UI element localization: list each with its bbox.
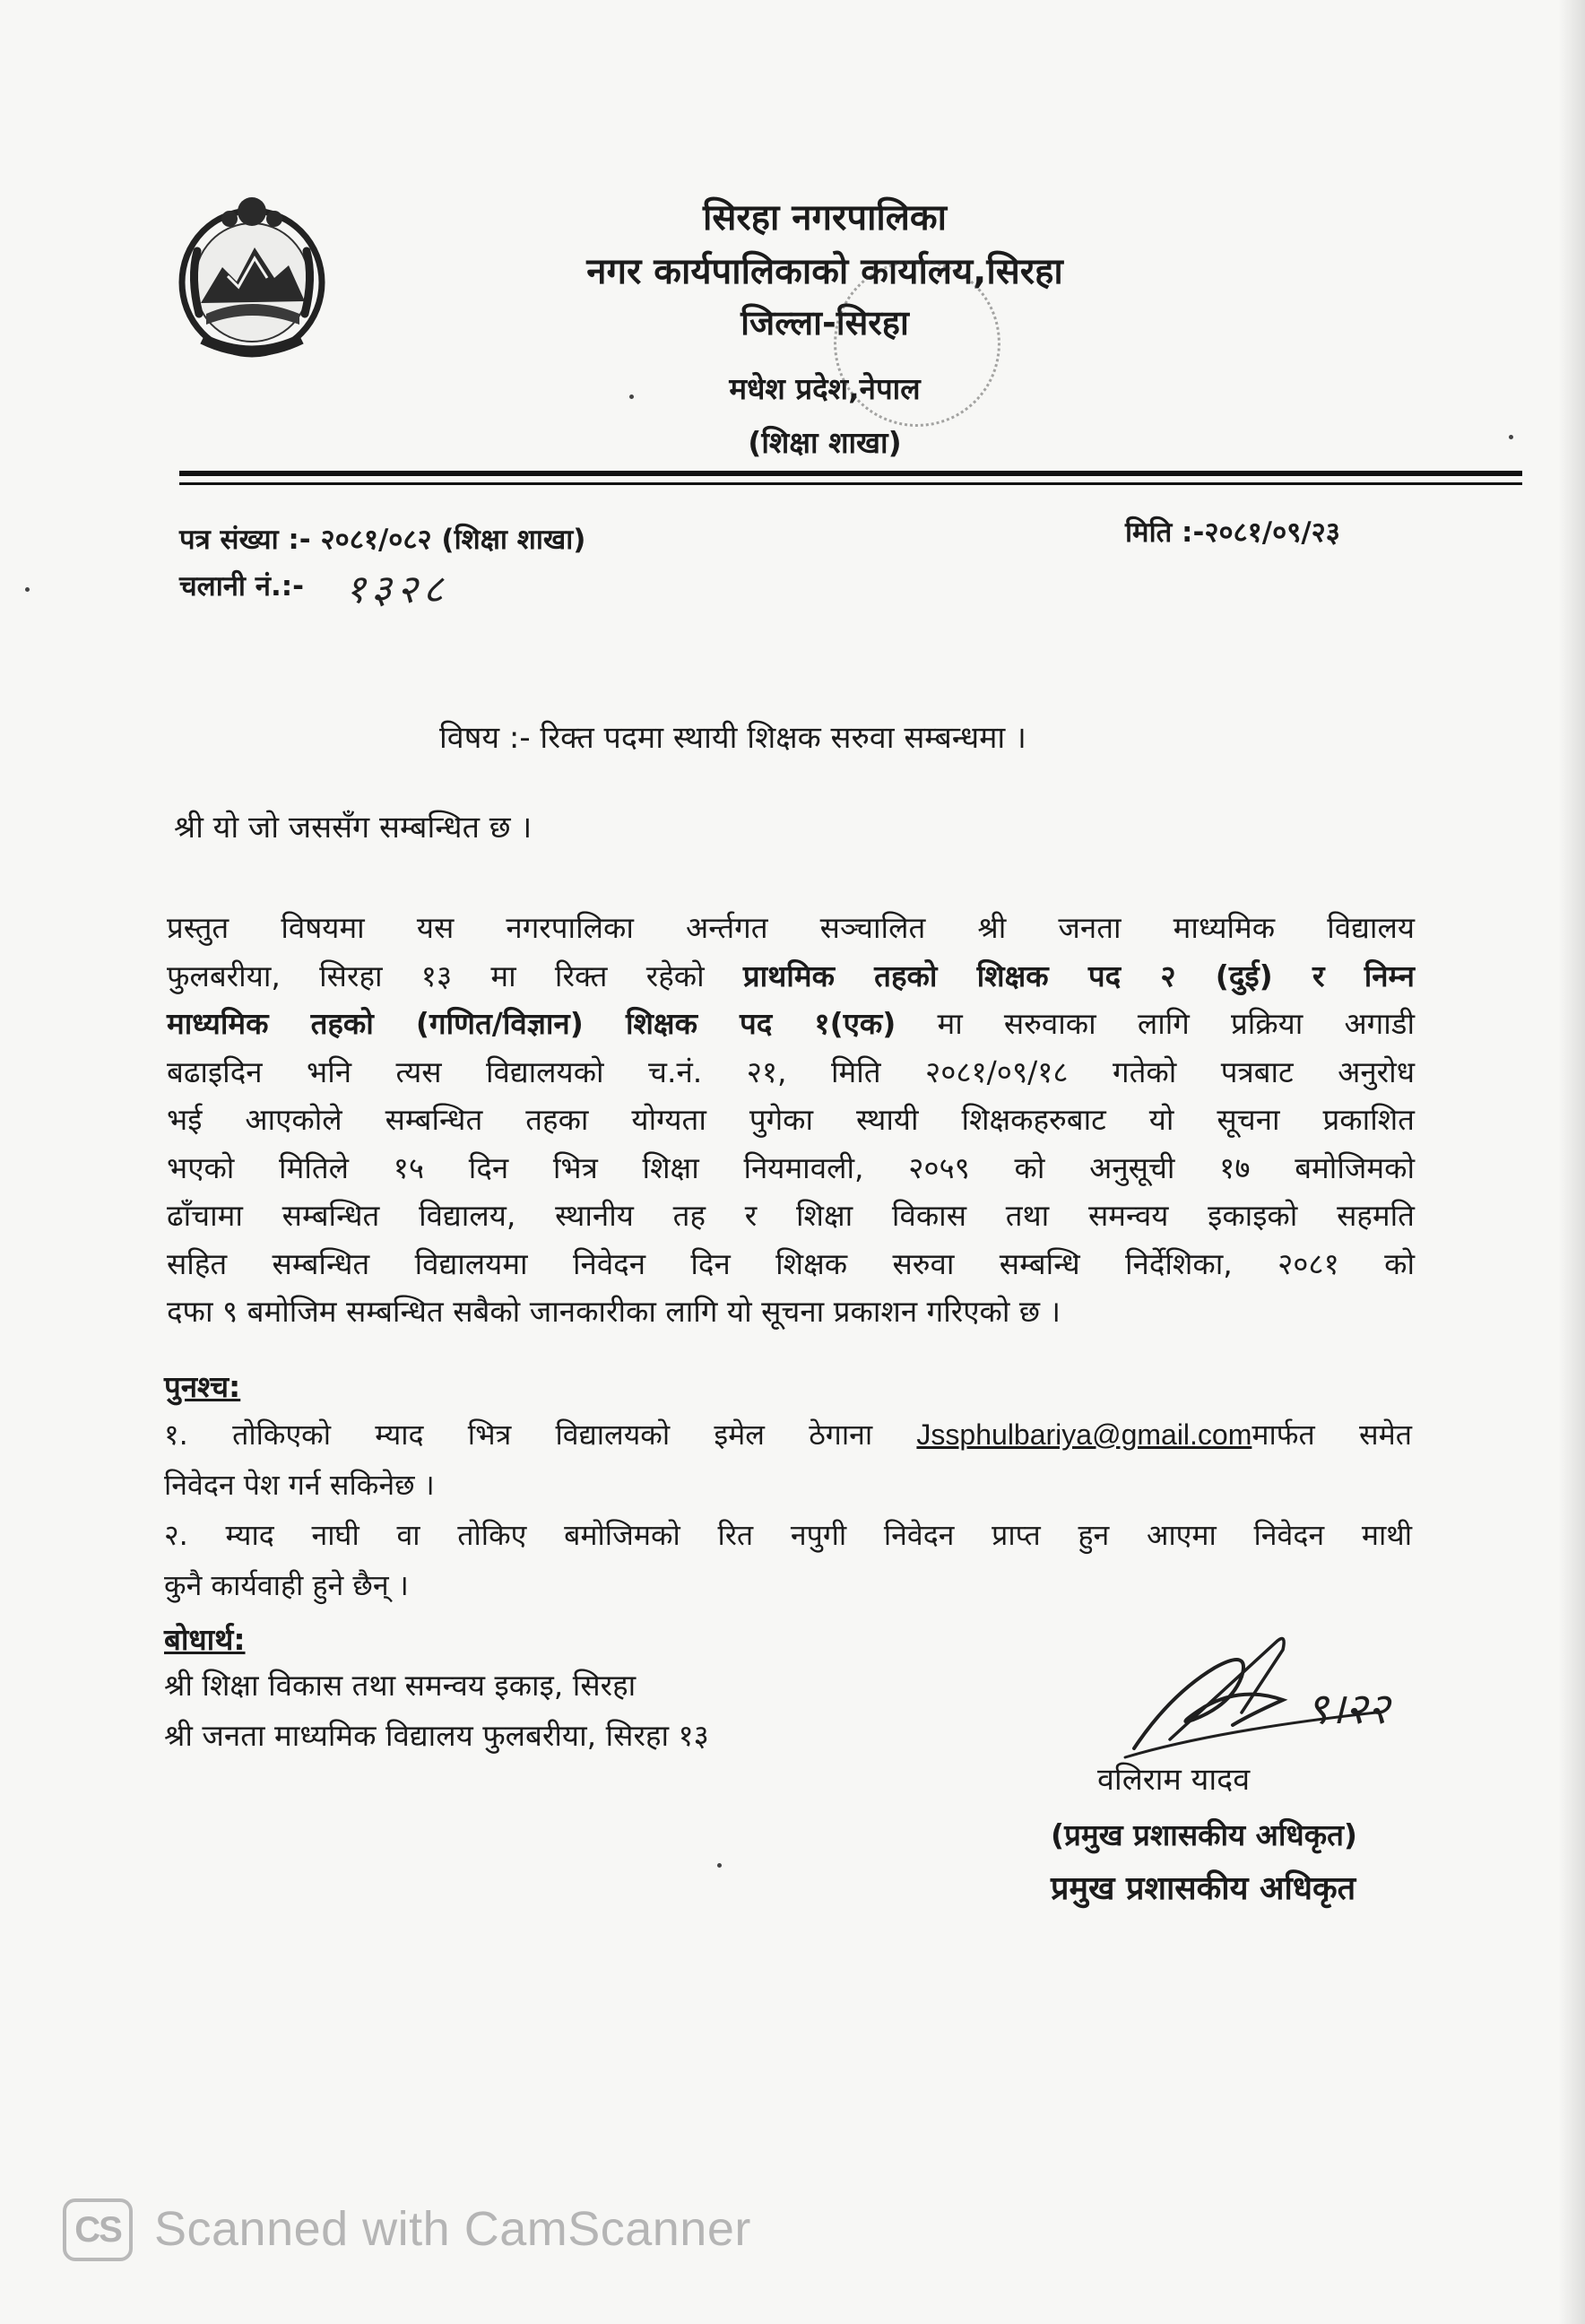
scan-speck xyxy=(629,395,634,399)
letter-body-paragraph xyxy=(167,904,1415,1336)
scan-speck xyxy=(717,1863,722,1868)
letter-subject: विषय :- रिक्त पदमा स्थायी शिक्षक सरुवा सम्बन्धमा । xyxy=(439,720,1026,756)
postscript-heading: पुनश्च: xyxy=(164,1369,241,1404)
school-email-link[interactable]: Jssphulbariya@gmail.com xyxy=(916,1418,1252,1451)
postscript-item-2-cont: कुनै कार्यवाही हुने छैन् । xyxy=(164,1568,409,1602)
camscanner-watermark-text: Scanned with CamScanner xyxy=(154,2202,751,2256)
postscript-text: मार्फत समेत xyxy=(1252,1418,1412,1452)
body-bold-text: प्राथमिक तहको शिक्षक पद २ (दुई) र निम्न xyxy=(742,958,1415,993)
office-seal-stamp xyxy=(834,260,1000,427)
body-line xyxy=(167,1000,1415,1048)
body-line: बढाइदिन भनि त्यस विद्यालयको च.नं. २१, मिति २०८१/०९/१८ गतेको पत्रबाट अनुरोध xyxy=(167,1054,1415,1089)
section-name: (शिक्षा शाखा) xyxy=(748,425,902,460)
dispatch-number-handwritten: १३२८ xyxy=(345,567,449,612)
copy-recipient-2: श्री जनता माध्यमिक विद्यालय फुलबरीया, सिरहा १३ xyxy=(164,1718,709,1753)
postscript-item-1-cont: निवेदन पेश गर्न सकिनेछ । xyxy=(164,1468,435,1502)
body-line: भई आएकोले सम्बन्धित तहका योग्यता पुगेका स्थायी शिक्षकहरुबाट यो सूचना प्रकाशित xyxy=(167,1102,1415,1137)
handwritten-signature xyxy=(1107,1614,1412,1766)
header-divider-thin xyxy=(179,482,1522,485)
scan-speck xyxy=(1509,435,1513,439)
scan-speck xyxy=(25,587,30,592)
signatory-title-bracketed: (प्रमुख प्रशासकीय अधिकृत) xyxy=(1051,1817,1357,1852)
dispatch-number-label: चलानी नं.:- xyxy=(179,570,305,603)
copy-recipient-1: श्री शिक्षा विकास तथा समन्वय इकाइ, सिरहा xyxy=(164,1668,637,1703)
signatory-title-stamp: प्रमुख प्रशासकीय अधिकृत xyxy=(1051,1870,1356,1907)
signature-handwritten-date: ९।२२ xyxy=(1306,1684,1390,1734)
province-name: मधेश प्रदेश,नेपाल xyxy=(729,371,921,406)
header-divider-thick xyxy=(179,471,1522,476)
body-line: प्रस्तुत विषयमा यस नगरपालिका अर्न्तगत सञ्चालित श्री जनता माध्यमिक विद्यालय xyxy=(167,910,1415,945)
body-bold-text: माध्यमिक तहको (गणित/विज्ञान) शिक्षक पद १(एक) xyxy=(167,1006,896,1041)
postscript-item-2: २. म्याद नाघी वा तोकिए बमोजिमको रित नपुगी निवेदन प्राप्त हुन आएमा निवेदन माथी xyxy=(164,1518,1412,1552)
body-line xyxy=(167,952,1415,1001)
district-name: जिल्ला-सिरहा xyxy=(741,303,909,343)
letter-date: मिति :-२०८१/०९/२३ xyxy=(1125,516,1340,549)
nepal-government-emblem xyxy=(167,188,337,363)
letter-reference-number: पत्र संख्या :- २०८१/०८२ (शिक्षा शाखा) xyxy=(179,524,586,556)
body-line: ढाँचामा सम्बन्धित विद्यालय, स्थानीय तह र शिक्षा विकास तथा समन्वय इकाइको सहमति xyxy=(167,1198,1415,1233)
body-line: दफा ९ बमोजिम सम्बन्धित सबैको जानकारीका लागि यो सूचना प्रकाशन गरिएको छ । xyxy=(167,1294,1061,1329)
camscanner-logo: CS xyxy=(63,2198,133,2261)
postscript-text: १. तोकिएको म्याद भित्र विद्यालयको इमेल ठेगाना xyxy=(164,1418,917,1452)
office-name: नगर कार्यपालिकाको कार्यालय,सिरहा xyxy=(586,251,1063,292)
postscript-list xyxy=(164,1409,1412,1610)
letter-salutation: श्री यो जो जससँग सम्बन्धित छ । xyxy=(174,810,533,845)
signatory-name: वलिराम यादव xyxy=(1097,1762,1251,1798)
municipality-name: सिरहा नगरपालिका xyxy=(702,197,947,238)
body-text: मा सरुवाका लागि प्रक्रिया अगाडी xyxy=(896,1006,1415,1041)
postscript-item-1 xyxy=(164,1409,1412,1460)
body-line: सहित सम्बन्धित विद्यालयमा निवेदन दिन शिक्षक सरुवा सम्बन्धि निर्देशिका, २०८१ को xyxy=(167,1245,1415,1281)
copy-to-heading: बोधार्थ: xyxy=(164,1622,246,1657)
body-line: भएको मितिले १५ दिन भित्र शिक्षा नियमावली, २०५९ को अनुसूची १७ बमोजिमको xyxy=(167,1149,1415,1185)
body-text: फुलबरीया, सिरहा १३ मा रिक्त रहेको xyxy=(167,958,743,993)
